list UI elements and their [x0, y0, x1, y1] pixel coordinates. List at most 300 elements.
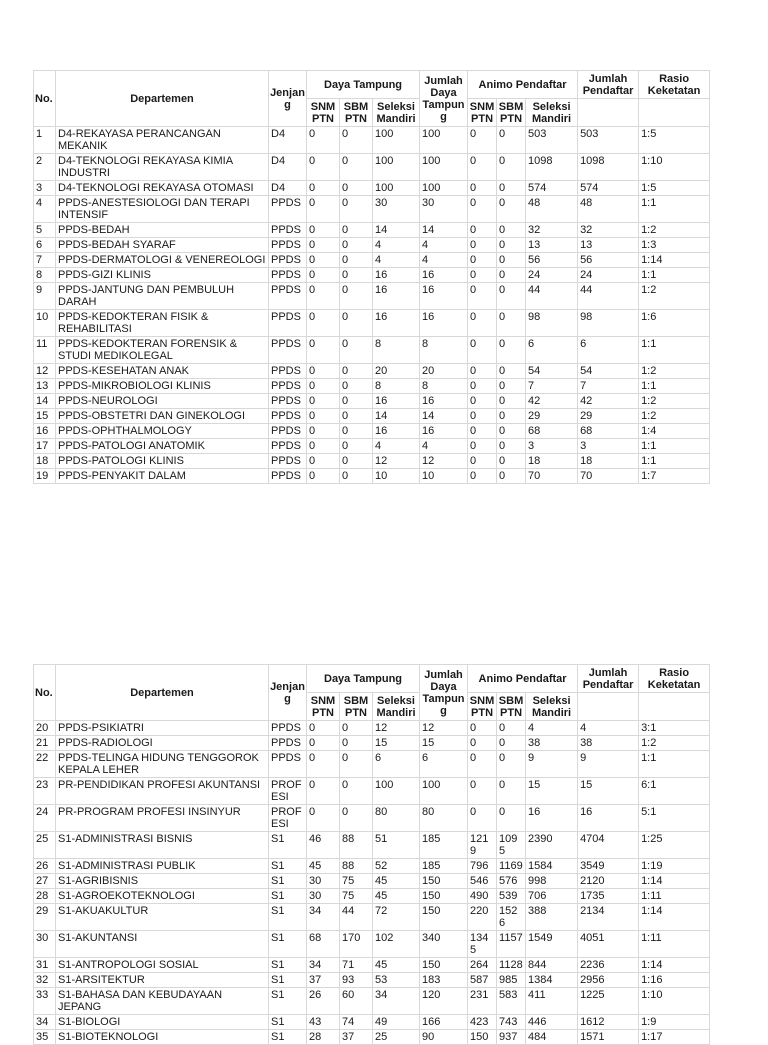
cell-jenjang: S1: [269, 958, 307, 973]
cell-dt-seleksi-mandiri: 100: [373, 154, 420, 181]
cell-jumlah-pendaftar: 70: [578, 469, 639, 484]
cell-jumlah-daya-tampung: 100: [420, 181, 468, 196]
cell-no: 29: [34, 904, 56, 931]
cell-departemen: PPDS-RADIOLOGI: [56, 736, 269, 751]
cell-dt-snm-ptn: 0: [307, 805, 340, 832]
cell-ap-snm-ptn: 490: [468, 889, 497, 904]
cell-dt-snm-ptn: 0: [307, 223, 340, 238]
header-animo-pendaftar: Animo Pendaftar: [468, 665, 578, 693]
cell-dt-snm-ptn: 46: [307, 832, 340, 859]
cell-ap-seleksi-mandiri: 2390: [526, 832, 578, 859]
cell-dt-snm-ptn: 0: [307, 379, 340, 394]
table-row: [34, 832, 710, 859]
table-row: [34, 364, 710, 379]
cell-jumlah-pendaftar: 29: [578, 409, 639, 424]
cell-dt-seleksi-mandiri: 12: [373, 454, 420, 469]
cell-rasio-keketatan: 1:2: [639, 409, 710, 424]
cell-dt-sbm-ptn: 88: [340, 859, 373, 874]
cell-ap-snm-ptn: 150: [468, 1030, 497, 1045]
cell-jumlah-pendaftar: 18: [578, 454, 639, 469]
cell-dt-seleksi-mandiri: 16: [373, 283, 420, 310]
table-row: [34, 721, 710, 736]
cell-jumlah-pendaftar: 1098: [578, 154, 639, 181]
cell-departemen: PPDS-KEDOKTERAN FORENSIK & STUDI MEDIKOLEGAL: [56, 337, 269, 364]
cell-ap-sbm-ptn: 0: [497, 394, 526, 409]
cell-jenjang: PPDS: [269, 424, 307, 439]
table-row: [34, 889, 710, 904]
header-daya-tampung: Daya Tampung: [307, 665, 420, 693]
cell-dt-sbm-ptn: 0: [340, 424, 373, 439]
cell-ap-snm-ptn: 231: [468, 988, 497, 1015]
cell-jumlah-daya-tampung: 8: [420, 337, 468, 364]
cell-dt-snm-ptn: 37: [307, 973, 340, 988]
cell-ap-seleksi-mandiri: 70: [526, 469, 578, 484]
cell-jumlah-daya-tampung: 16: [420, 283, 468, 310]
table-row: [34, 283, 710, 310]
cell-no: 28: [34, 889, 56, 904]
cell-dt-snm-ptn: 0: [307, 181, 340, 196]
cell-dt-seleksi-mandiri: 16: [373, 394, 420, 409]
table-row: [34, 904, 710, 931]
cell-jenjang: PPDS: [269, 310, 307, 337]
cell-dt-sbm-ptn: 0: [340, 337, 373, 364]
table-row: [34, 988, 710, 1015]
cell-ap-snm-ptn: 0: [468, 337, 497, 364]
cell-ap-sbm-ptn: 0: [497, 337, 526, 364]
cell-dt-seleksi-mandiri: 4: [373, 253, 420, 268]
cell-ap-seleksi-mandiri: 411: [526, 988, 578, 1015]
cell-ap-sbm-ptn: 0: [497, 439, 526, 454]
cell-rasio-keketatan: 1:11: [639, 931, 710, 958]
cell-jumlah-daya-tampung: 150: [420, 904, 468, 931]
cell-jenjang: S1: [269, 973, 307, 988]
cell-jumlah-pendaftar: 15: [578, 778, 639, 805]
admission-table-2: [33, 664, 710, 1045]
table-row: [34, 409, 710, 424]
cell-ap-sbm-ptn: 0: [497, 409, 526, 424]
cell-dt-seleksi-mandiri: 20: [373, 364, 420, 379]
cell-ap-seleksi-mandiri: 29: [526, 409, 578, 424]
cell-departemen: S1-BAHASA DAN KEBUDAYAAN JEPANG: [56, 988, 269, 1015]
cell-ap-sbm-ptn: 576: [497, 874, 526, 889]
cell-jenjang: PPDS: [269, 223, 307, 238]
cell-departemen: D4-TEKNOLOGI REKAYASA KIMIA INDUSTRI: [56, 154, 269, 181]
cell-ap-sbm-ptn: 985: [497, 973, 526, 988]
cell-jenjang: S1: [269, 1015, 307, 1030]
cell-dt-snm-ptn: 0: [307, 154, 340, 181]
cell-ap-seleksi-mandiri: 24: [526, 268, 578, 283]
table-body: [34, 721, 710, 1045]
cell-ap-snm-ptn: 0: [468, 154, 497, 181]
cell-jumlah-daya-tampung: 15: [420, 736, 468, 751]
cell-dt-snm-ptn: 0: [307, 751, 340, 778]
cell-dt-snm-ptn: 30: [307, 874, 340, 889]
cell-ap-seleksi-mandiri: 68: [526, 424, 578, 439]
cell-rasio-keketatan: 1:16: [639, 973, 710, 988]
cell-jenjang: S1: [269, 874, 307, 889]
cell-ap-snm-ptn: 0: [468, 238, 497, 253]
cell-dt-seleksi-mandiri: 8: [373, 379, 420, 394]
header-dt-sbm-ptn: SBM PTN: [340, 99, 373, 127]
cell-dt-sbm-ptn: 37: [340, 1030, 373, 1045]
cell-jumlah-daya-tampung: 100: [420, 154, 468, 181]
cell-no: 7: [34, 253, 56, 268]
cell-ap-snm-ptn: 0: [468, 424, 497, 439]
header-blank-2: [639, 99, 710, 127]
cell-rasio-keketatan: 1:2: [639, 223, 710, 238]
cell-dt-sbm-ptn: 0: [340, 253, 373, 268]
cell-jenjang: PPDS: [269, 439, 307, 454]
header-dt-snm-ptn: SNM PTN: [307, 99, 340, 127]
header-dt-seleksi-mandiri: Seleksi Mandiri: [373, 693, 420, 721]
cell-no: 8: [34, 268, 56, 283]
cell-rasio-keketatan: 1:1: [639, 439, 710, 454]
cell-ap-snm-ptn: 1219: [468, 832, 497, 859]
cell-dt-snm-ptn: 34: [307, 904, 340, 931]
cell-dt-snm-ptn: 0: [307, 424, 340, 439]
cell-no: 25: [34, 832, 56, 859]
cell-dt-snm-ptn: 0: [307, 454, 340, 469]
table-row: [34, 973, 710, 988]
cell-rasio-keketatan: 1:5: [639, 127, 710, 154]
cell-ap-seleksi-mandiri: 484: [526, 1030, 578, 1045]
cell-ap-snm-ptn: 0: [468, 721, 497, 736]
cell-jumlah-daya-tampung: 340: [420, 931, 468, 958]
cell-dt-seleksi-mandiri: 16: [373, 424, 420, 439]
cell-jumlah-daya-tampung: 10: [420, 469, 468, 484]
cell-no: 23: [34, 778, 56, 805]
cell-departemen: PPDS-MIKROBIOLOGI KLINIS: [56, 379, 269, 394]
cell-ap-sbm-ptn: 1095: [497, 832, 526, 859]
cell-jumlah-pendaftar: 2120: [578, 874, 639, 889]
table-row: [34, 805, 710, 832]
cell-no: 2: [34, 154, 56, 181]
cell-jumlah-daya-tampung: 150: [420, 958, 468, 973]
cell-ap-seleksi-mandiri: 56: [526, 253, 578, 268]
header-blank-1: [578, 693, 639, 721]
cell-ap-snm-ptn: 587: [468, 973, 497, 988]
cell-jumlah-daya-tampung: 20: [420, 364, 468, 379]
cell-dt-seleksi-mandiri: 100: [373, 127, 420, 154]
cell-ap-sbm-ptn: 0: [497, 283, 526, 310]
cell-ap-sbm-ptn: 0: [497, 253, 526, 268]
cell-ap-sbm-ptn: 1169: [497, 859, 526, 874]
cell-dt-seleksi-mandiri: 45: [373, 958, 420, 973]
cell-ap-seleksi-mandiri: 18: [526, 454, 578, 469]
cell-jumlah-daya-tampung: 4: [420, 238, 468, 253]
cell-rasio-keketatan: 1:14: [639, 958, 710, 973]
cell-jumlah-pendaftar: 6: [578, 337, 639, 364]
cell-ap-snm-ptn: 0: [468, 409, 497, 424]
cell-jumlah-pendaftar: 3: [578, 439, 639, 454]
cell-dt-sbm-ptn: 88: [340, 832, 373, 859]
cell-ap-snm-ptn: 0: [468, 736, 497, 751]
cell-departemen: PPDS-JANTUNG DAN PEMBULUH DARAH: [56, 283, 269, 310]
table-row: [34, 439, 710, 454]
cell-no: 16: [34, 424, 56, 439]
table-row: [34, 253, 710, 268]
cell-jumlah-pendaftar: 68: [578, 424, 639, 439]
cell-jumlah-pendaftar: 4704: [578, 832, 639, 859]
header-jumlah-pendaftar: Jumlah Pendaftar: [578, 665, 639, 693]
cell-no: 35: [34, 1030, 56, 1045]
cell-no: 24: [34, 805, 56, 832]
cell-jumlah-pendaftar: 42: [578, 394, 639, 409]
cell-dt-sbm-ptn: 71: [340, 958, 373, 973]
cell-jenjang: D4: [269, 181, 307, 196]
cell-ap-snm-ptn: 0: [468, 805, 497, 832]
table-row: [34, 958, 710, 973]
header-rasio-keketatan: Rasio Keketatan: [639, 665, 710, 693]
cell-dt-seleksi-mandiri: 100: [373, 778, 420, 805]
header-dt-sbm-ptn: SBM PTN: [340, 693, 373, 721]
cell-rasio-keketatan: 3:1: [639, 721, 710, 736]
cell-rasio-keketatan: 1:1: [639, 337, 710, 364]
cell-no: 21: [34, 736, 56, 751]
cell-jumlah-daya-tampung: 150: [420, 889, 468, 904]
cell-ap-seleksi-mandiri: 1098: [526, 154, 578, 181]
cell-jenjang: PPDS: [269, 409, 307, 424]
cell-dt-sbm-ptn: 0: [340, 181, 373, 196]
table-row: [34, 223, 710, 238]
cell-dt-seleksi-mandiri: 6: [373, 751, 420, 778]
cell-ap-seleksi-mandiri: 98: [526, 310, 578, 337]
cell-dt-seleksi-mandiri: 4: [373, 439, 420, 454]
cell-no: 19: [34, 469, 56, 484]
cell-rasio-keketatan: 1:2: [639, 283, 710, 310]
cell-rasio-keketatan: 1:5: [639, 181, 710, 196]
cell-ap-snm-ptn: 0: [468, 394, 497, 409]
cell-jenjang: S1: [269, 889, 307, 904]
cell-ap-snm-ptn: 220: [468, 904, 497, 931]
cell-jumlah-pendaftar: 56: [578, 253, 639, 268]
cell-dt-seleksi-mandiri: 72: [373, 904, 420, 931]
cell-ap-seleksi-mandiri: 1584: [526, 859, 578, 874]
cell-ap-seleksi-mandiri: 6: [526, 337, 578, 364]
cell-jumlah-pendaftar: 1571: [578, 1030, 639, 1045]
cell-ap-seleksi-mandiri: 13: [526, 238, 578, 253]
cell-dt-snm-ptn: 28: [307, 1030, 340, 1045]
cell-jumlah-daya-tampung: 166: [420, 1015, 468, 1030]
cell-no: 15: [34, 409, 56, 424]
cell-jumlah-daya-tampung: 183: [420, 973, 468, 988]
cell-jenjang: PPDS: [269, 379, 307, 394]
cell-jenjang: S1: [269, 988, 307, 1015]
cell-ap-sbm-ptn: 0: [497, 223, 526, 238]
cell-jumlah-pendaftar: 4051: [578, 931, 639, 958]
cell-no: 18: [34, 454, 56, 469]
cell-ap-snm-ptn: 264: [468, 958, 497, 973]
cell-dt-snm-ptn: 0: [307, 127, 340, 154]
table-row: [34, 778, 710, 805]
cell-rasio-keketatan: 1:10: [639, 988, 710, 1015]
cell-ap-snm-ptn: 0: [468, 253, 497, 268]
cell-jenjang: D4: [269, 127, 307, 154]
cell-ap-seleksi-mandiri: 503: [526, 127, 578, 154]
cell-dt-snm-ptn: 30: [307, 889, 340, 904]
cell-dt-snm-ptn: 0: [307, 721, 340, 736]
cell-jenjang: PPDS: [269, 196, 307, 223]
cell-dt-snm-ptn: 0: [307, 253, 340, 268]
cell-rasio-keketatan: 1:11: [639, 889, 710, 904]
cell-dt-seleksi-mandiri: 80: [373, 805, 420, 832]
cell-ap-sbm-ptn: 0: [497, 424, 526, 439]
cell-no: 9: [34, 283, 56, 310]
cell-jenjang: PPDS: [269, 736, 307, 751]
cell-no: 10: [34, 310, 56, 337]
header-jumlah-daya-tampung: Jumlah Daya Tampung: [420, 71, 468, 127]
cell-jenjang: PPDS: [269, 364, 307, 379]
cell-ap-seleksi-mandiri: 16: [526, 805, 578, 832]
cell-ap-seleksi-mandiri: 38: [526, 736, 578, 751]
cell-ap-sbm-ptn: 0: [497, 736, 526, 751]
cell-jumlah-pendaftar: 48: [578, 196, 639, 223]
cell-ap-seleksi-mandiri: 4: [526, 721, 578, 736]
cell-dt-snm-ptn: 43: [307, 1015, 340, 1030]
cell-jumlah-pendaftar: 1612: [578, 1015, 639, 1030]
table-row: [34, 181, 710, 196]
cell-departemen: PR-PROGRAM PROFESI INSINYUR: [56, 805, 269, 832]
cell-dt-sbm-ptn: 0: [340, 364, 373, 379]
cell-ap-seleksi-mandiri: 32: [526, 223, 578, 238]
cell-jumlah-pendaftar: 98: [578, 310, 639, 337]
cell-no: 11: [34, 337, 56, 364]
header-dt-snm-ptn: SNM PTN: [307, 693, 340, 721]
cell-ap-snm-ptn: 0: [468, 196, 497, 223]
cell-ap-sbm-ptn: 539: [497, 889, 526, 904]
header-jumlah-pendaftar: Jumlah Pendaftar: [578, 71, 639, 99]
cell-dt-snm-ptn: 45: [307, 859, 340, 874]
cell-jenjang: PROFESI: [269, 778, 307, 805]
cell-jumlah-daya-tampung: 12: [420, 721, 468, 736]
header-ap-sbm-ptn: SBM PTN: [497, 693, 526, 721]
cell-ap-snm-ptn: 1345: [468, 931, 497, 958]
cell-dt-snm-ptn: 0: [307, 778, 340, 805]
cell-jumlah-daya-tampung: 80: [420, 805, 468, 832]
table-row: [34, 469, 710, 484]
cell-jenjang: PPDS: [269, 454, 307, 469]
header-animo-pendaftar: Animo Pendaftar: [468, 71, 578, 99]
cell-ap-sbm-ptn: 0: [497, 379, 526, 394]
cell-dt-sbm-ptn: 75: [340, 874, 373, 889]
cell-ap-seleksi-mandiri: 1549: [526, 931, 578, 958]
cell-rasio-keketatan: 1:2: [639, 364, 710, 379]
cell-rasio-keketatan: 1:14: [639, 874, 710, 889]
table-row: [34, 859, 710, 874]
cell-ap-sbm-ptn: 0: [497, 751, 526, 778]
cell-departemen: PPDS-OBSTETRI DAN GINEKOLOGI: [56, 409, 269, 424]
cell-departemen: PPDS-PATOLOGI KLINIS: [56, 454, 269, 469]
cell-jumlah-daya-tampung: 30: [420, 196, 468, 223]
cell-dt-snm-ptn: 0: [307, 268, 340, 283]
cell-jenjang: PPDS: [269, 394, 307, 409]
cell-rasio-keketatan: 1:3: [639, 238, 710, 253]
cell-ap-snm-ptn: 423: [468, 1015, 497, 1030]
cell-dt-sbm-ptn: 0: [340, 805, 373, 832]
cell-ap-seleksi-mandiri: 574: [526, 181, 578, 196]
cell-dt-snm-ptn: 0: [307, 196, 340, 223]
cell-no: 13: [34, 379, 56, 394]
table-row: [34, 154, 710, 181]
cell-dt-snm-ptn: 0: [307, 364, 340, 379]
cell-dt-sbm-ptn: 0: [340, 268, 373, 283]
cell-rasio-keketatan: 1:1: [639, 268, 710, 283]
cell-dt-seleksi-mandiri: 49: [373, 1015, 420, 1030]
cell-ap-sbm-ptn: 0: [497, 364, 526, 379]
cell-jumlah-pendaftar: 2134: [578, 904, 639, 931]
cell-departemen: PPDS-OPHTHALMOLOGY: [56, 424, 269, 439]
cell-dt-sbm-ptn: 75: [340, 889, 373, 904]
cell-ap-seleksi-mandiri: 15: [526, 778, 578, 805]
cell-jenjang: PPDS: [269, 253, 307, 268]
cell-no: 6: [34, 238, 56, 253]
cell-departemen: S1-BIOLOGI: [56, 1015, 269, 1030]
cell-jumlah-daya-tampung: 185: [420, 832, 468, 859]
cell-ap-snm-ptn: 0: [468, 751, 497, 778]
cell-rasio-keketatan: 1:17: [639, 1030, 710, 1045]
cell-ap-sbm-ptn: 0: [497, 268, 526, 283]
cell-jumlah-pendaftar: 32: [578, 223, 639, 238]
cell-ap-snm-ptn: 0: [468, 223, 497, 238]
cell-ap-sbm-ptn: 937: [497, 1030, 526, 1045]
cell-departemen: PPDS-BEDAH: [56, 223, 269, 238]
cell-ap-seleksi-mandiri: 706: [526, 889, 578, 904]
cell-ap-sbm-ptn: 0: [497, 181, 526, 196]
cell-departemen: D4-TEKNOLOGI REKAYASA OTOMASI: [56, 181, 269, 196]
table-row: [34, 454, 710, 469]
cell-departemen: PPDS-ANESTESIOLOGI DAN TERAPI INTENSIF: [56, 196, 269, 223]
cell-jumlah-pendaftar: 44: [578, 283, 639, 310]
cell-no: 12: [34, 364, 56, 379]
cell-departemen: S1-AKUAKULTUR: [56, 904, 269, 931]
cell-jumlah-pendaftar: 1735: [578, 889, 639, 904]
cell-ap-sbm-ptn: 0: [497, 127, 526, 154]
cell-dt-snm-ptn: 0: [307, 337, 340, 364]
cell-jumlah-daya-tampung: 150: [420, 874, 468, 889]
table-row: [34, 751, 710, 778]
table-row: [34, 394, 710, 409]
cell-rasio-keketatan: 5:1: [639, 805, 710, 832]
cell-dt-sbm-ptn: 170: [340, 931, 373, 958]
cell-departemen: PPDS-DERMATOLOGI & VENEREOLOGI: [56, 253, 269, 268]
table-row: [34, 238, 710, 253]
cell-rasio-keketatan: 1:6: [639, 310, 710, 337]
cell-jumlah-daya-tampung: 16: [420, 424, 468, 439]
cell-dt-snm-ptn: 0: [307, 736, 340, 751]
cell-dt-seleksi-mandiri: 30: [373, 196, 420, 223]
cell-ap-snm-ptn: 0: [468, 283, 497, 310]
cell-departemen: S1-BIOTEKNOLOGI: [56, 1030, 269, 1045]
cell-jumlah-daya-tampung: 90: [420, 1030, 468, 1045]
cell-dt-snm-ptn: 0: [307, 394, 340, 409]
cell-ap-snm-ptn: 0: [468, 127, 497, 154]
cell-jumlah-daya-tampung: 100: [420, 127, 468, 154]
cell-departemen: PPDS-GIZI KLINIS: [56, 268, 269, 283]
cell-ap-seleksi-mandiri: 446: [526, 1015, 578, 1030]
cell-ap-sbm-ptn: 583: [497, 988, 526, 1015]
cell-jumlah-daya-tampung: 16: [420, 394, 468, 409]
cell-dt-snm-ptn: 0: [307, 310, 340, 337]
cell-dt-sbm-ptn: 0: [340, 238, 373, 253]
cell-rasio-keketatan: 1:9: [639, 1015, 710, 1030]
header-ap-snm-ptn: SNM PTN: [468, 99, 497, 127]
table-row: [34, 196, 710, 223]
cell-jenjang: PPDS: [269, 283, 307, 310]
cell-dt-sbm-ptn: 0: [340, 127, 373, 154]
cell-no: 22: [34, 751, 56, 778]
cell-no: 4: [34, 196, 56, 223]
cell-jumlah-pendaftar: 2956: [578, 973, 639, 988]
